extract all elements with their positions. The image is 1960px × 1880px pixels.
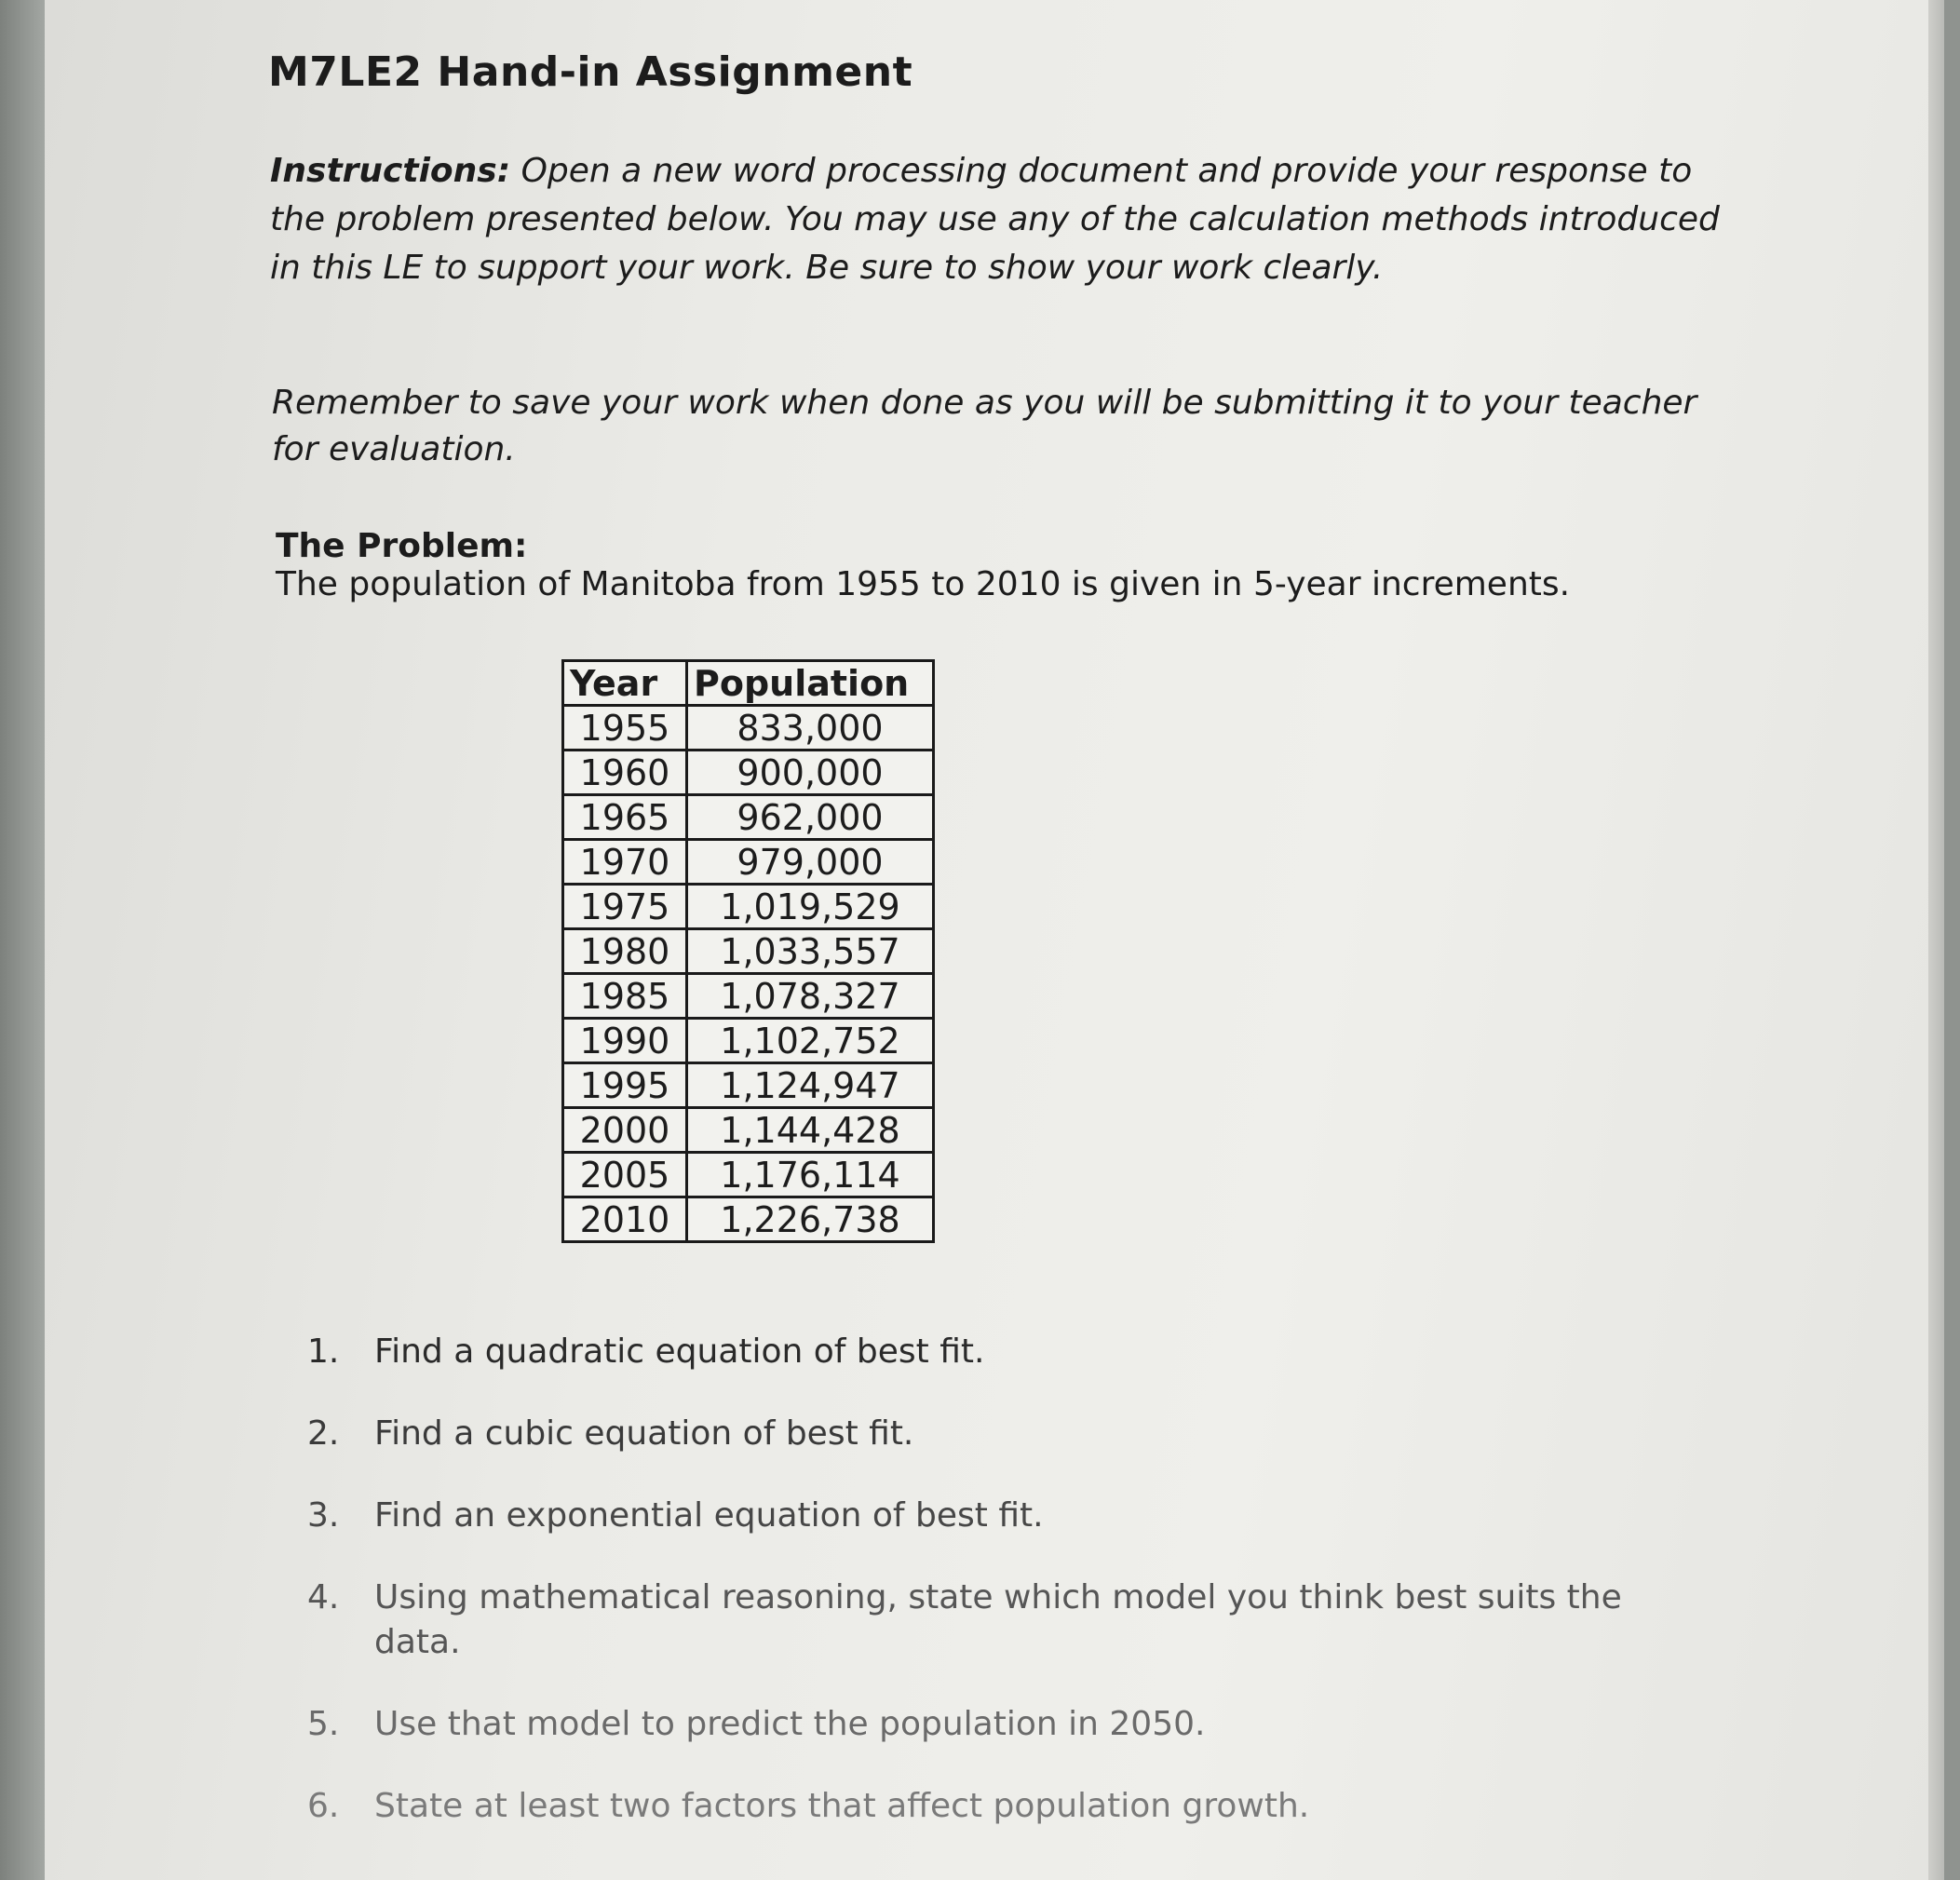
problem-heading: The Problem: <box>276 527 528 565</box>
year-cell: 1990 <box>563 1019 687 1063</box>
question-number: 5. <box>307 1705 340 1743</box>
table-row <box>563 974 934 1019</box>
instructions-label: Instructions: <box>270 152 511 190</box>
screen-bezel-right <box>1928 0 1944 1880</box>
population-cell: 1,019,529 <box>687 885 934 929</box>
table-row <box>563 885 934 929</box>
table-row <box>563 1108 934 1153</box>
question-number: 2. <box>307 1414 340 1453</box>
question-number: 3. <box>307 1496 340 1535</box>
table-row <box>563 795 934 840</box>
instructions-text: Open a new word processing document and provide your response to the problem presented below. You may use any of the calculation methods introduced in this LE to support your work. Be sure to show your work clearly. <box>270 152 1720 287</box>
year-cell: 1960 <box>563 751 687 795</box>
screen-bezel-left <box>0 0 45 1880</box>
population-cell: 1,124,947 <box>687 1063 934 1108</box>
reminder-paragraph: Remember to save your work when done as you will be submitting it to your teacher for evaluation. <box>272 384 1697 468</box>
year-cell: 1975 <box>563 885 687 929</box>
population-cell: 1,102,752 <box>687 1019 934 1063</box>
question-item <box>307 1576 1685 1665</box>
table-row <box>563 929 934 974</box>
question-text: State at least two factors that affect population growth. <box>374 1787 1310 1825</box>
year-cell: 1995 <box>563 1063 687 1108</box>
population-cell: 1,144,428 <box>687 1108 934 1153</box>
year-cell: 1980 <box>563 929 687 974</box>
year-cell: 1985 <box>563 974 687 1019</box>
year-cell: 2000 <box>563 1108 687 1153</box>
question-text: Find an exponential equation of best fit. <box>374 1496 1044 1535</box>
question-number: 6. <box>307 1787 340 1825</box>
year-cell: 1970 <box>563 840 687 885</box>
year-cell: 2005 <box>563 1153 687 1197</box>
population-cell: 900,000 <box>687 751 934 795</box>
population-cell: 833,000 <box>687 706 934 751</box>
column-header-population: Population <box>687 661 934 706</box>
population-cell: 962,000 <box>687 795 934 840</box>
population-cell: 1,226,738 <box>687 1197 934 1242</box>
table-row <box>563 1019 934 1063</box>
table-row <box>563 1197 934 1242</box>
population-table <box>561 659 935 1243</box>
instructions-paragraph <box>270 147 1723 292</box>
question-item <box>307 1784 1685 1829</box>
population-cell: 1,033,557 <box>687 929 934 974</box>
table-row <box>563 1153 934 1197</box>
table-header-row <box>563 661 934 706</box>
population-cell: 1,078,327 <box>687 974 934 1019</box>
problem-text: The population of Manitoba from 1955 to 2010 is given in 5-year increments. <box>276 565 1571 603</box>
question-text: Find a quadratic equation of best fit. <box>374 1332 985 1371</box>
question-list <box>307 1330 1685 1829</box>
question-item <box>307 1702 1685 1747</box>
column-header-year: Year <box>563 661 687 706</box>
population-cell: 1,176,114 <box>687 1153 934 1197</box>
question-item <box>307 1412 1685 1456</box>
table-row <box>563 1063 934 1108</box>
question-number: 4. <box>307 1578 340 1616</box>
page-title: M7LE2 Hand-in Assignment <box>268 48 913 96</box>
question-item <box>307 1330 1685 1374</box>
table-row <box>563 751 934 795</box>
question-text: Find a cubic equation of best fit. <box>374 1414 914 1453</box>
year-cell: 2010 <box>563 1197 687 1242</box>
year-cell: 1965 <box>563 795 687 840</box>
question-text: Using mathematical reasoning, state which model you think best suits the data. <box>374 1578 1622 1661</box>
population-cell: 979,000 <box>687 840 934 885</box>
question-item <box>307 1494 1685 1538</box>
question-text: Use that model to predict the population in 2050. <box>374 1705 1206 1743</box>
table-row <box>563 840 934 885</box>
question-number: 1. <box>307 1332 340 1371</box>
table-row <box>563 706 934 751</box>
year-cell: 1955 <box>563 706 687 751</box>
